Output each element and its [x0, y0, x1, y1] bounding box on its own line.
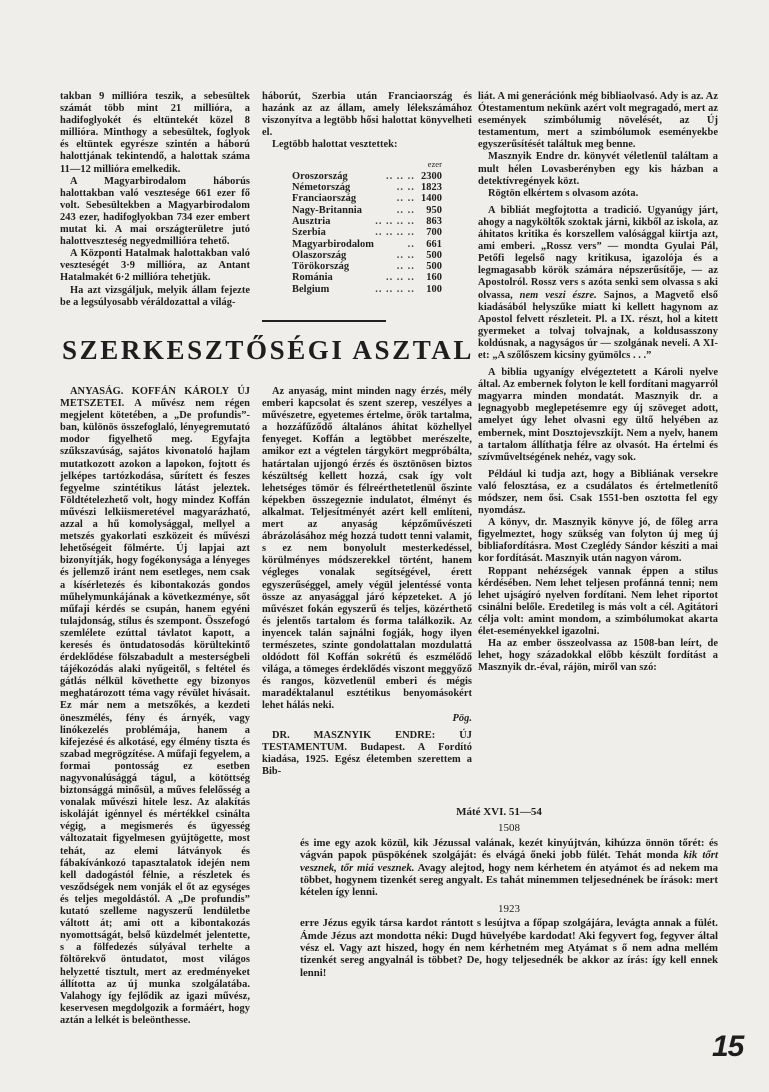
- italic-phrase: kik tőrt vesznek, tőr miá vesznek.: [300, 849, 718, 874]
- paragraph: Az anyaság, mint minden nagy érzés, mély emberi kapcsolat és szent szerep, veszélyes a művészetre, egyetemes értelme, örök tartalma, a hozzáfűződő általános áhitat közhellyel fenyeget. Koffán a legtöbbet merészelte, amikor ezt a végtelen tárgykört megpróbálta, határtalan ujjongó érzés és ösztönösen biztos készültség kellett hozzá, csak így volt lehetséges tömör és félreérthetetlenül őszinte képekben összegeznie indulatot, élményt és alkalmat. Teljesítményét azért kell említeni, mert az anyaság képzőművészeti ábrázolásához még hozzá tudott tenni valamit, s ez nem bonyolult mesterkedéssel, körülményes módszerekkel történt, hanem végleges vonalak segítségével, érett egyszerűséggel, amely végül jelentéssé vonta össze az anyasággal járó képzeteket. A jó művészet fokán egyszerű és teljes, közérthető és jelentős tartalom és forma találkozik. Az inyencek talán sajnálni fogják, hogy ilyen természetes, szinte gondolattalan mozdulattá oldódott föl Koffán sokrétű és eszmélődő világa, a tömeges érdeklődés viszont meggyőző és rangos, közvetlenül emberi és mégis maradéktalanul esztétikus benyomásokért lehet hálás neki.: [262, 386, 472, 712]
- paragraph: Például ki tudja azt, hogy a Bibliának versekre való felosztása, ez a csudálatos és értelmetlenítő módszer, nem ősi. Csak 1551-ben osztotta fel egy nyomdász.: [478, 468, 718, 517]
- article-war-casualties-mid: [262, 91, 472, 295]
- unit-label: ezer: [427, 159, 442, 170]
- review-masznyik-right: [478, 91, 718, 674]
- country-cell: Nagy-Britannia: [292, 204, 362, 216]
- value-cell: 950: [426, 204, 442, 216]
- review-koffan-mid: [262, 386, 472, 778]
- value-cell: 160: [426, 272, 442, 284]
- italic-phrase: nem veszi észre.: [519, 289, 597, 301]
- paragraph: A Központi Hatalmak halottakban való veszteségét 3·9 millióra, az Antant Hatalmakét 6·2 millióra tehetjük.: [60, 248, 250, 284]
- value-cell: 661: [426, 238, 442, 250]
- country-cell: Szerbia: [292, 227, 326, 239]
- paragraph: A biblia ugyanígy elvégeztetett a Károli nyelve által. Az embernek folyton le kell fordítani magyarról magyarra minden mondatát. Masznyik dr. a legnagyobb meglepetésemre egy új szöveget adott, amelyet úgy lehet olvasni egy ültő helyében az embernek, mint Dosztojevszkíjt. Nem a nyelv, hanem a tartalom állíthatja félre az olvasót. Ha értelmi és szívműveltségének nehéz, vagy sok.: [478, 367, 718, 463]
- leader-dots: .. ..: [396, 182, 415, 194]
- paragraph: Ha azt vizsgáljuk, melyik állam fejezte be a legsúlyosabb véráldozattal a világ-: [60, 284, 250, 308]
- table-row: [292, 239, 442, 250]
- leader-dots: .. .. ..: [386, 272, 415, 284]
- country-cell: Németország: [292, 182, 351, 194]
- leader-dots: .. ..: [396, 249, 415, 261]
- paragraph: Rögtön elkértem s olvasom azóta.: [488, 187, 639, 199]
- country-cell: Belgium: [292, 283, 330, 295]
- value-cell: 500: [426, 249, 442, 261]
- table-row: [292, 284, 442, 295]
- paragraph: Masznyik Endre dr. könyvét véletlenül találtam a mult hélen Lovasberényben egy kis házban a detektívregények közt.: [478, 151, 718, 187]
- section-headline: SZERKESZTŐSÉGI ASZTAL: [62, 335, 475, 365]
- leader-dots: ..: [407, 238, 415, 250]
- translation-year: 1923: [498, 902, 520, 915]
- paragraph: A bibliát megfojtotta a tradició. Ugyanúgy járt, ahogy a nagyköltők szoktak járni, kikből az iskola, az áhitatos kritika és korszellem valósággal kiirtja azt, ami emberi. „Rossz vers” — mondta Gyulai Pál, Petőfi legelső nagy kritikusa, igazolója és a legmagasabb körök számára népszerűsítője, — az Apostolról. Rossz vers s azóta senki sem olvassa s aki olvassa, nem veszi észre. Sajnos, a Magvető első kiadásából helyszűke miatt ki kellett hagynom az Apostol felvett részleteit. Pl. a IX. részt, hol a kitett gyermeket a tolvaj tolvajnak, a koldusasszony koldúsnak, a nagyságos úr — szolgának neveli. A XI-et: „A szőlőszem kicsiny gyümölcs . . .”: [478, 204, 718, 361]
- value-cell: 700: [426, 227, 442, 239]
- casualty-table: [292, 159, 442, 295]
- leader-dots: .. ..: [396, 261, 415, 273]
- leader-dots: .. .. .. ..: [375, 283, 415, 295]
- country-cell: Olaszország: [292, 249, 347, 261]
- bible-passage-1508: és ime egy azok közül, kik Jézussal valának, kezét kinyújtván, kihúzza önnön tőrét: és vágván papok püspökének szolgáját: és elvágá őneki jobb fülét. Tehát monda kik tőrt vesznek, tőr miá vesznek. Avagy alejtod, hogy nem kérhetem én atyámot és ad nekem ma többet, hogynem tizenkét sereg angyalt. Es tahát minemmen teljesednének be írások: mert kételen így lenni.: [300, 836, 719, 899]
- leader-dots: .. .. .. ..: [375, 215, 415, 227]
- country-cell: Ausztria: [292, 215, 331, 227]
- paragraph: Ha az ember összeolvassa az 1508-ban leírt, de lehet, hogy századokkal előbb készült fordítást a Masznyik dr.-éval, rájön, miről van szó:: [478, 638, 718, 674]
- leader-dots: .. ..: [396, 204, 415, 216]
- paragraph: takban 9 millióra teszik, a sebesültek számát több mint 21 millióra, a hadifoglyokét és eltüntekét közel 8 millióra. Minthogy a sebesültek, foglyok és eltüntek egyrésze szintén a háború halottjának tekintendő, a halottak száma 11—12 millióra emelkedik.: [60, 91, 250, 175]
- translation-year: 1508: [498, 822, 520, 835]
- bible-passage-1923: erre Jézus egyik társa kardot rántott s lesújtva a főpap szolgájára, levágta annak a fülét. Ámde Jézus azt mondotta néki: Dugd hüvelyébe kardodat! Aki fegyvert fog, fegyver által vész el. Vagy azt hiszed, hogy én nem kérhetném meg Atyámat s ő nem adna mellém tizenkét sereg angyalnál is többet? De, hogy teljesednék be akkor az írás: így kell ennek lenni!: [300, 917, 718, 979]
- value-cell: 100: [426, 283, 442, 295]
- table-row: [292, 193, 442, 204]
- value-cell: 1823: [421, 182, 442, 194]
- paragraph: DR. MASZNYIK ENDRE: ÚJ TESTAMENTUM. Budapest. A Fordító kiadása, 1925. Egész életemben szerettem a Bib-: [262, 729, 472, 777]
- country-cell: Magyarbirodalom: [292, 238, 374, 250]
- leader-dots: .. .. ..: [386, 170, 415, 182]
- leader-dots: .. .. .. ..: [375, 227, 415, 239]
- paragraph: liát. A mi generációnk még bibliaolvasó. Ady is az. Az Ótestamentum nekünk azért volt megragadó, mert az események szimbólumig növelését, az Új testamentum, mert a szimbólumok eseményekbe egyszerűsítését találtuk meg benne.: [478, 91, 718, 151]
- value-cell: 1400: [421, 193, 442, 205]
- section-divider: [262, 320, 386, 322]
- table-title: Legtöbb halottat vesztettek:: [272, 139, 398, 151]
- country-cell: Franciaország: [292, 193, 357, 205]
- table-row: [292, 272, 442, 283]
- paragraph: ANYASÁG. KOFFÁN KÁROLY ÚJ METSZETEI. A művész nem régen megjelent kötetében, a „De profundis”-ban, különös összefoglaló, lényegremutató modor figyelhető meg. Egyfajta szűkszavúság, sajátos kivonatoló hajlam mutatkozott azokon a lapokon, fojtott és jelképes tartózkodása, sűrített és feszes fegyelme szintétikus látást jeleztek. Földtételezhető volt, hogy mindez Koffán művészi lelkiismeretével magyarázható, azzal a hű komolysággal, mellyel a metszés gyakorlati eszközeit és művészi lehetőségeit fölmérte. Új lapjai azt bizonyítják, hogy fogékonysága a lényeges és jellemző iránt nem esetleges, nem csak a kísérletezés és kibontakozás gondos műhelymunkájának a következménye, sőt műfaji kérdés se csupán, hanem egyéni tulajdonság, stílus és szempont. Összefogó szemlélete ezúttal távlatot kapott, a keresés és öntudatosodás körültekintő érdeklődése fölszabadult a mesterségbeli tájékozódás alaki nyűgeitől, s feltétel és gátlás nélkül követhette egy bizonyos meghatározott téma vagy révület hivásait. Ez már nem a metszőkés, a kezdeti öneszmélés, fény és árnyék, vagy linókezelés problémája, hanem a kifejezésé és alkotásé, egy élmény tiszta és szabad megrögzítése. A műfaji fegyelem, a formai pontosság ez esetben nagyvonalúsággá tágul, a kötöttség biztonsággá minősül, a műves felelősség a vonalak művészi hitele lesz. Az alakítás iskoláját igénnyel és mértékkel csinálta végig, a megismerés és ügyesség változatait figyelmesen gyüjtögette, most tehát, az elemi látványok és fábakívánkozó tapasztalatok idején nem kell dadogástól félnie, a részletek és vesződségek nem vonják el őt az egységes és teljes megoldástól. A „De profundis” kutató szelleme nagyszerű lendületbe váltott át; ami ott a kibontakozás nyomottságát, belső küzdelmét jelentette, s a fölfedezés súlyával terhelte a föltörekvő öntudatot, most világos helyzetté tisztult, mert az eredményeket állította az új munka szolgálatába. Valahogy így fejlődik az igazi művész, keservesen megdolgozik a formáért, hogy aztán a lelkét is beleönthesse.: [60, 386, 250, 1026]
- paragraph: A Magyarbirodalom háborús halottakban való vesztesége 661 ezer fő volt. Sebesültekben a Magyarbirodalom 243 ezer, hadifoglyokban 734 ezer embert mutat ki. A mai országterületre jutó halottveszteség negyedmillióra tehető.: [60, 175, 250, 248]
- paragraph: háborút, Szerbia után Franciaország és hazánk az az állam, amely lélekszámához viszonyítva a legtöbb hősi halottat könyvelheti el.: [262, 91, 472, 139]
- country-cell: Törökország: [292, 261, 350, 273]
- bible-reference: Máté XVI. 51—54: [456, 806, 542, 818]
- table-row: [292, 171, 442, 182]
- table-row: [292, 216, 442, 227]
- bible-comparison: [300, 806, 718, 979]
- table-row: [292, 182, 442, 193]
- value-cell: 863: [426, 215, 442, 227]
- value-cell: 2300: [421, 170, 442, 182]
- review-koffan-left: [60, 386, 250, 1027]
- table-row: [292, 261, 442, 272]
- value-cell: 500: [426, 261, 442, 273]
- page-number: 15: [712, 1030, 744, 1063]
- country-cell: Oroszország: [292, 170, 348, 182]
- author-signature: Pög.: [452, 712, 472, 724]
- leader-dots: .. ..: [396, 193, 415, 205]
- country-cell: Románia: [292, 272, 333, 284]
- table-row: [292, 205, 442, 216]
- article-war-casualties-left: [60, 91, 250, 309]
- paragraph: A könyv, dr. Masznyik könyve jó, de főleg arra figyelmeztet, hogy szükség van folyton új meg új bibliafordításra. Most Czeglédy Sándor késziti a mai kor fordítását. Masznyik után nagyon várom.: [478, 517, 718, 565]
- table-row: [292, 250, 442, 261]
- paragraph: Roppant nehézségek vannak éppen a stilus kérdésében. Nem lehet teljesen profánná tenni; nem lehet ujságíró nyelven fordítani. Nem lehet riportot csinálni belőle. Eredetileg is más volt a cél. Agitátori célja volt: amint mondom, a szimbólumokat akarta élet-eseményekkel igazolni.: [478, 565, 718, 638]
- table-row: [292, 227, 442, 238]
